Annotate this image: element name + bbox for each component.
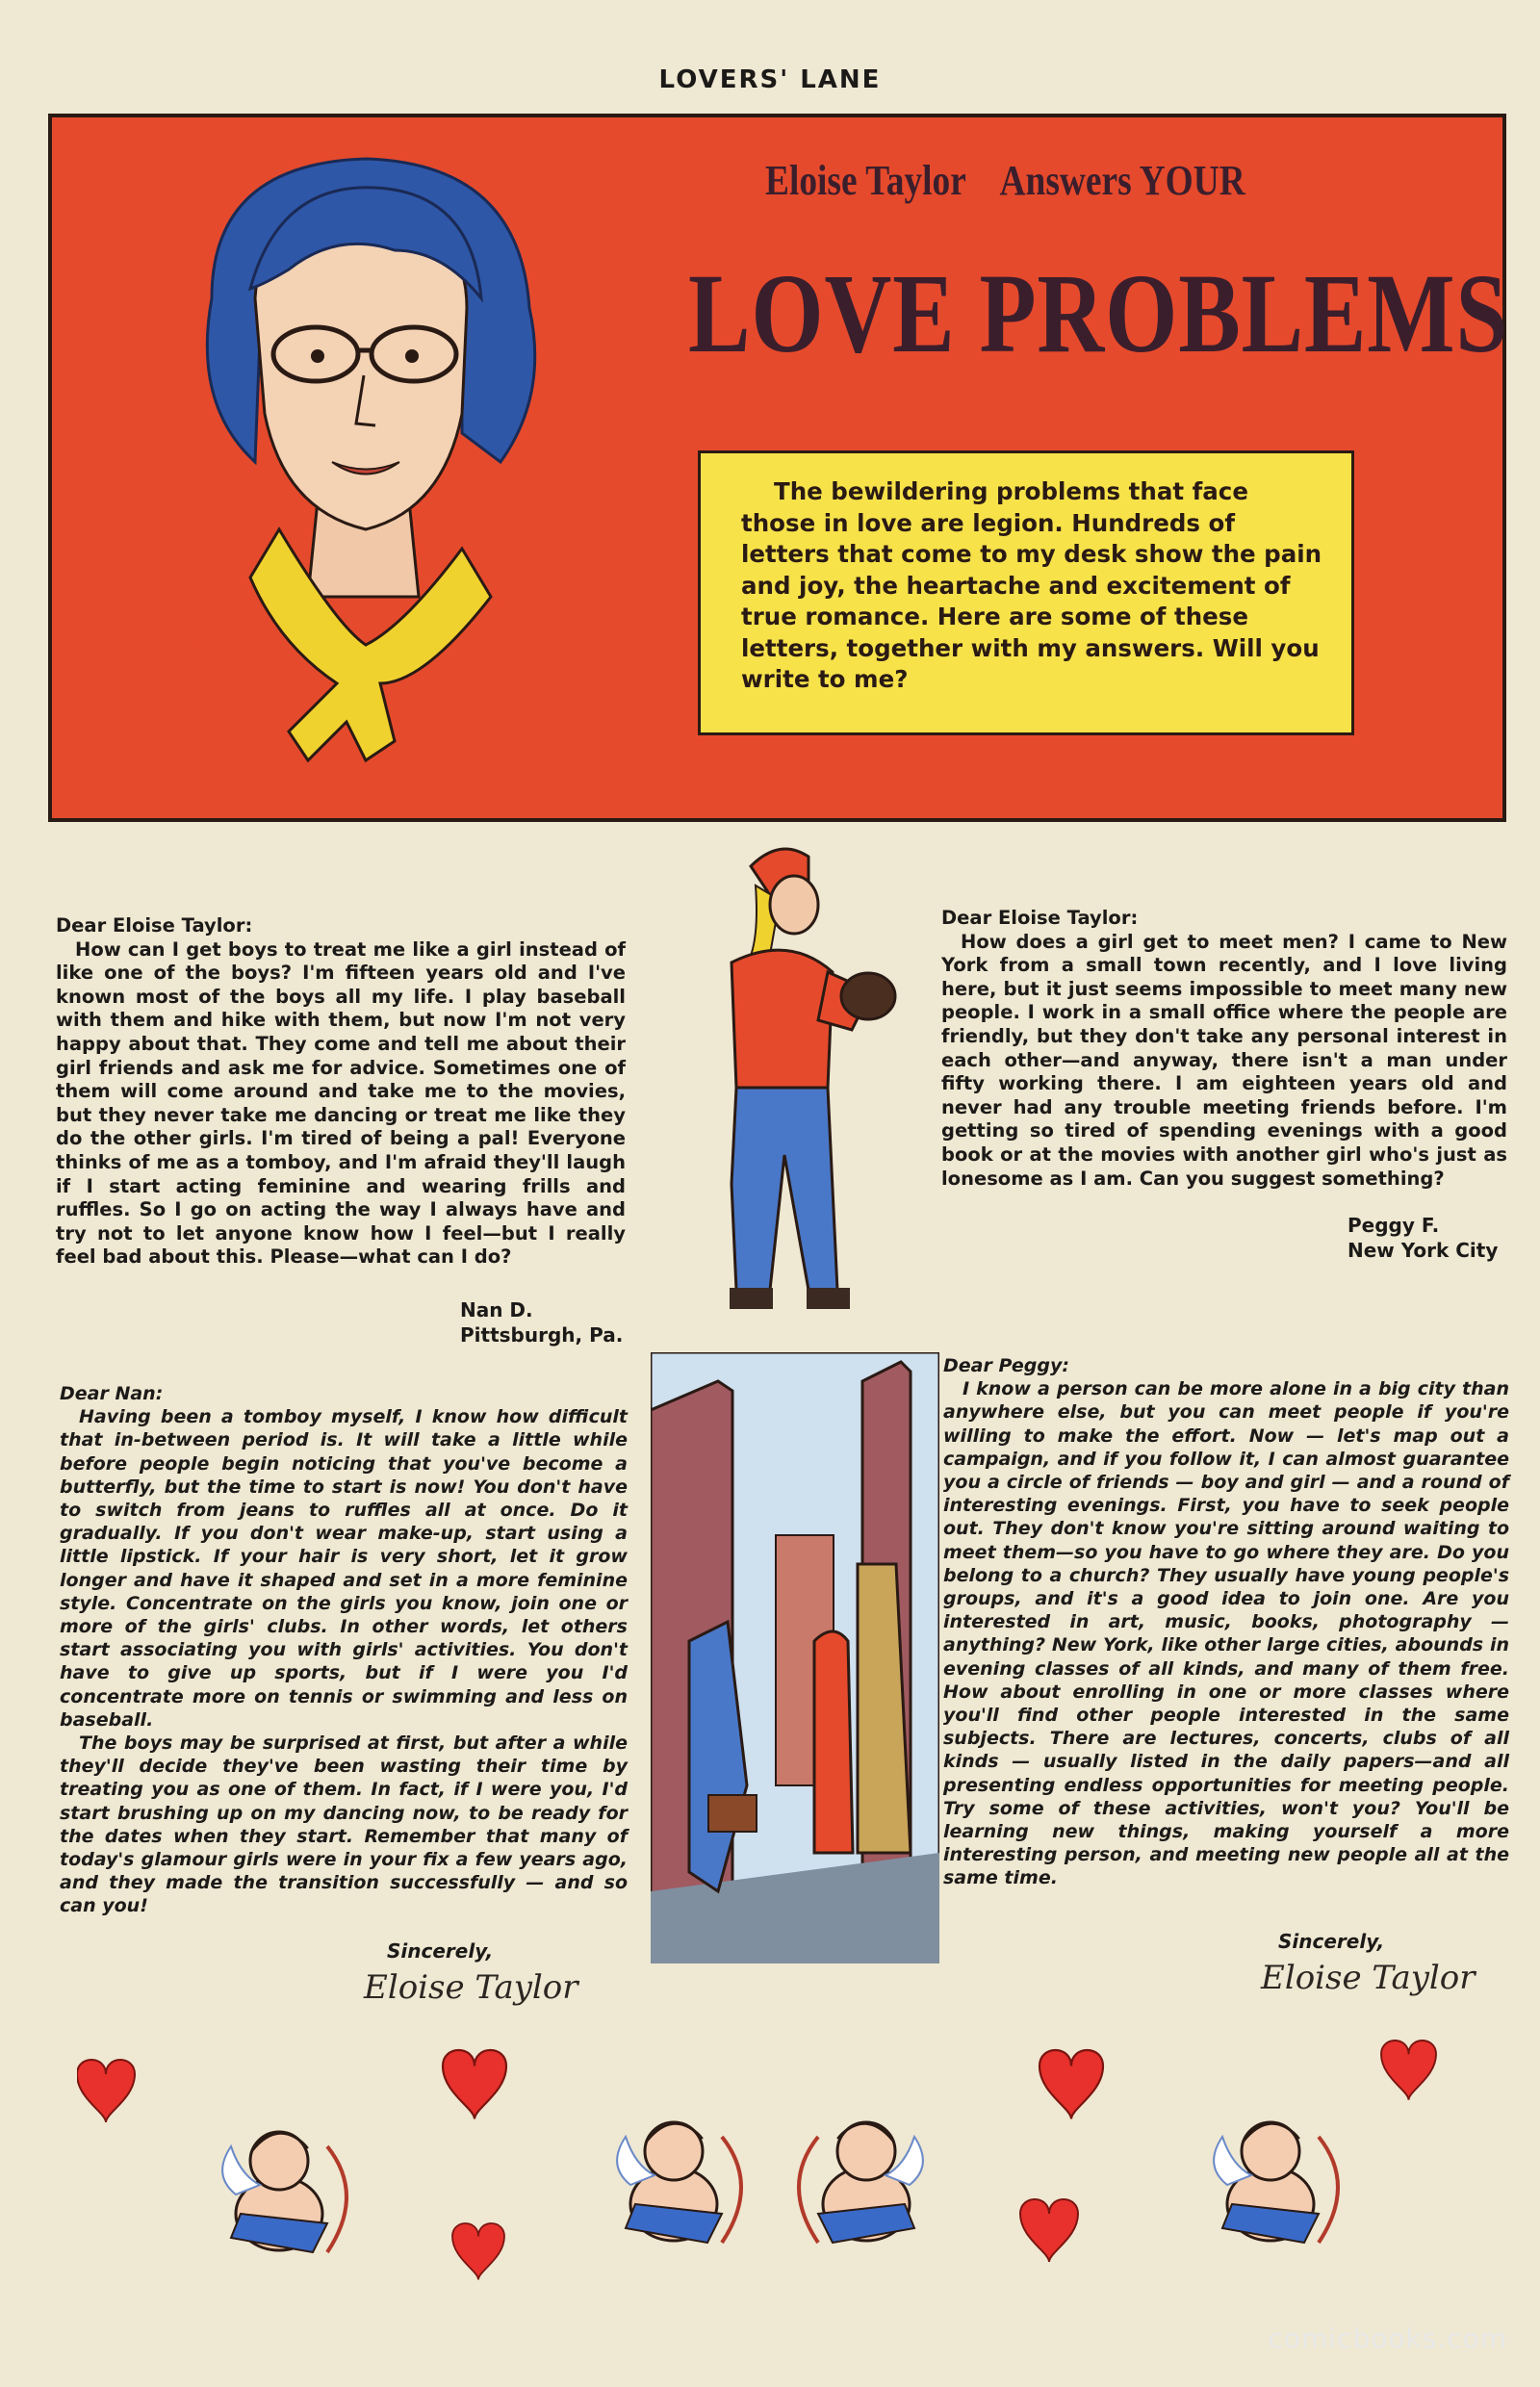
reply2-body: I know a person can be more alone in a big city than anywhere else, but you can meet people if you're willing to make the effort. Now — let's map out a campaign, and if you follow it, I can almost guarantee you a circle of friends — boy and girl — and a round of interesting evenings. First, you have to seek people out. They don't know you're sitting around waiting to meet them—so you have to go where they are. Do you belong to a church? They usually have young people's groups, and it's a good idea to join one. Are you interested in art, music, books, photography — anything? New York, like other large cities, abounds in evening classes of all kinds, and many of them free. How about enrolling in one or more classes where you'll find other people interested in the same subjects. There are lectures, concerts, clubs of all kinds — usually listed in the daily papers—and all presenting endless opportunities for meeting people. Try some of these activities, won't you? You'll be learning new things, making yourself a more interesting person, and meeting new people all at the same time. bbox=[943, 1378, 1509, 1889]
reply1-closing: Sincerely, bbox=[387, 1939, 494, 1963]
cupids-and-hearts-decoration bbox=[77, 2021, 1482, 2339]
reply-to-peggy bbox=[943, 1354, 1509, 1890]
reply2-salutation: Dear Peggy: bbox=[943, 1355, 1069, 1376]
watermark: comicbooks.com bbox=[1268, 2323, 1507, 2354]
reply1-paragraph-2: The boys may be surprised at first, but after a while they'll decide they've been wasting their time by treating you as one of them. In fact, if I were you, I'd start brushing up on my dancing now, to be ready for the dates when they start. Remember that many of today's glamour girls were in your fix a few years ago, and they made the transition successfully — and so can you! bbox=[60, 1732, 628, 1917]
byline: Eloise Taylor Answers YOUR bbox=[765, 157, 1245, 204]
letter1-sign-name: Nan D. bbox=[460, 1298, 533, 1322]
reply1-signature: Eloise Taylor bbox=[364, 1968, 578, 2007]
letter1-salutation: Dear Eloise Taylor: bbox=[56, 914, 253, 937]
letter1-sign-place: Pittsburgh, Pa. bbox=[460, 1323, 624, 1347]
letter-from-peggy bbox=[941, 907, 1507, 1191]
letter1-body: How can I get boys to treat me like a girl instead of like one of the boys? I'm fifteen years old and I've known most of the boys all my life. I play baseball with them and hike with them, but now I'm not very happy about that. They come and tell me about their girl friends and ask me for advice. Sometimes one of them will come around and take me to the movies, but they never take me dancing or treat me like they do the other girls. I'm tired of being a pal! Everyone thinks of me as a tomboy, and I'm afraid they'll laugh if I start acting feminine and wearing frills and ruffles. So I go on acting the way I always have and try not to let anyone know how I feel—but I really feel bad about this. Please—what can I do? bbox=[56, 937, 626, 1269]
city-street-illustration bbox=[651, 1352, 939, 1964]
intro-text: The bewildering problems that face those in love are legion. Hundreds of letters that come to my desk show the pain and joy, the heartache and excitement of true romance. Here are some of these letters, together with my answers. Will you write to me? bbox=[698, 450, 1354, 735]
reply1-salutation: Dear Nan: bbox=[60, 1383, 164, 1404]
letter1-signoff bbox=[460, 1297, 623, 1348]
letter2-sign-place: New York City bbox=[1348, 1239, 1499, 1262]
headline: LOVE PROBLEMS bbox=[688, 250, 1509, 376]
running-head: LOVERS' LANE bbox=[658, 65, 882, 94]
letter2-sign-name: Peggy F. bbox=[1348, 1214, 1440, 1237]
letter2-body: How does a girl get to meet men? I came to New York from a small town recently, and I love living here, but it just seems impossible to meet many new people. I work in a small office where the people are friendly, but they don't take any personal interest in each other—and anyway, there isn't a man under fifty working there. I am eighteen years old and never had any trouble meeting friends before. I'm getting so tired of spending evenings with a good book or at the movies with another girl who's just as lonesome as I am. Can you suggest something? bbox=[941, 930, 1507, 1190]
reply1-paragraph-1: Having been a tomboy myself, I know how difficult that in-between period is. It will take a little while before people begin noticing that you've become a butterfly, but the time to start is now! You don't have to switch from jeans to ruffles all at once. Do it gradually. If you don't wear make-up, start using a little lipstick. If your hair is very short, let it grow longer and have it shaped and set in a more feminine style. Concentrate on the girls you know, join one or more of the girls' clubs. In other words, let others start associating you with girls' activities. You don't have to give up sports, but if I were you I'd concentrate more on tennis or swimming and less on baseball. bbox=[60, 1406, 628, 1731]
letter2-signoff bbox=[1348, 1213, 1498, 1263]
reply2-closing: Sincerely, bbox=[1278, 1930, 1385, 1953]
reply-to-nan bbox=[60, 1382, 628, 1918]
letter-from-nan bbox=[56, 914, 626, 1270]
letter2-salutation: Dear Eloise Taylor: bbox=[941, 907, 1139, 929]
eloise-portrait-illustration bbox=[173, 144, 578, 780]
baseball-girl-illustration bbox=[664, 828, 905, 1328]
reply2-signature: Eloise Taylor bbox=[1261, 1959, 1476, 1997]
